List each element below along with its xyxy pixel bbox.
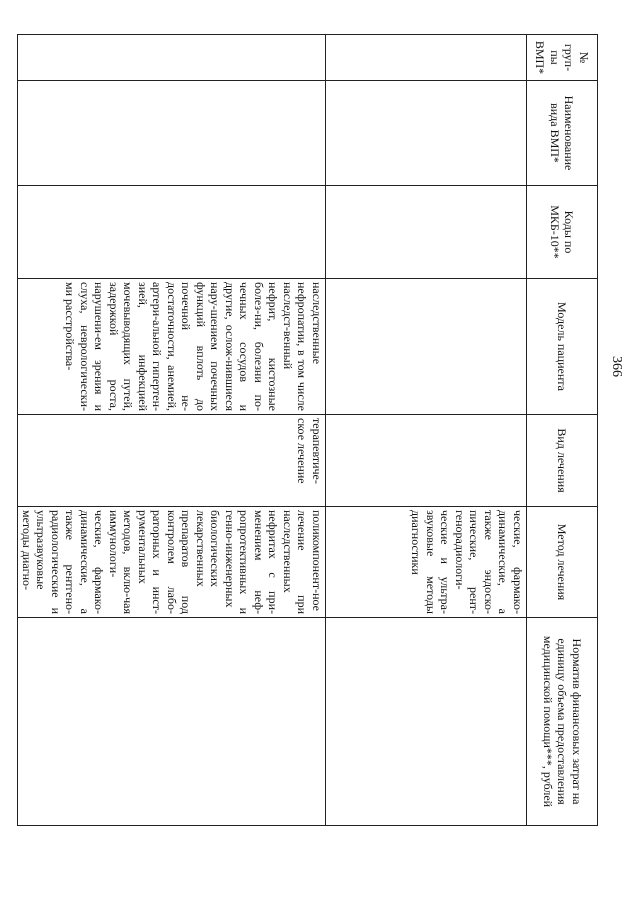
cell-name bbox=[326, 81, 527, 186]
cell-patient-model bbox=[326, 279, 527, 415]
rotated-table-frame bbox=[20, 34, 598, 825]
header-patient-model: Модель пациента bbox=[527, 279, 598, 415]
table-header-row bbox=[527, 35, 598, 826]
header-treatment-method: Метод лечения bbox=[527, 507, 598, 618]
cell-patient-model: наследственные нефропатии, в том числе наследст-венный нефрит, кистозные болез-ни, болезни по-чечных сосудов и другие, ослож-нившиеся нару-шением почечных функций вплоть до почечной не-достаточности, анемией, артери-альной гипертен-зией, инфекцией мочевыводящих путей, задержкой роста, нарушени-ем зрения и слуха, неврологически-ми расстройства- bbox=[18, 279, 326, 415]
cell-cost bbox=[18, 618, 326, 826]
header-vmp-name: Наименование вида ВМП* bbox=[527, 81, 598, 186]
cell-cost bbox=[326, 618, 527, 826]
cell-treatment-type bbox=[326, 415, 527, 507]
cell-codes bbox=[326, 186, 527, 279]
cell-name bbox=[18, 81, 326, 186]
header-group-number: № груп-пы ВМП* bbox=[527, 35, 598, 81]
cell-treatment-type: терапевтиче-ское лечение bbox=[18, 415, 326, 507]
header-icd-codes: Коды по МКБ-10** bbox=[527, 186, 598, 279]
cell-group bbox=[326, 35, 527, 81]
cell-codes bbox=[18, 186, 326, 279]
vmp-table bbox=[18, 34, 599, 826]
header-treatment-type: Вид лечения bbox=[527, 415, 598, 507]
header-cost-norm: Норматив финансовых затрат на единицу объема предоставления медицинской помощи***, рублей bbox=[527, 618, 598, 826]
page-number: 366 bbox=[609, 356, 624, 377]
cell-group bbox=[18, 35, 326, 81]
table-row bbox=[326, 35, 527, 826]
table-row bbox=[18, 35, 326, 826]
cell-treatment-method: поликомпонент-ное лечение при наследственных нефритах с при-менением неф-ропротективных и генно-инженерных биологических лекарственных препаратов под контролем лабо-раторных и инст-рументальных методов, вклю-чая иммунологи-ческие, фармако-динамические, а также рентгено-радиологические и ультразвуковые методы диагно- bbox=[18, 507, 326, 618]
cell-treatment-method: ческие, фармако-динамические, а также эндоско-пические, рент-генорадиологи-ческие и ультра-звуковые методы диагностики bbox=[326, 507, 527, 618]
